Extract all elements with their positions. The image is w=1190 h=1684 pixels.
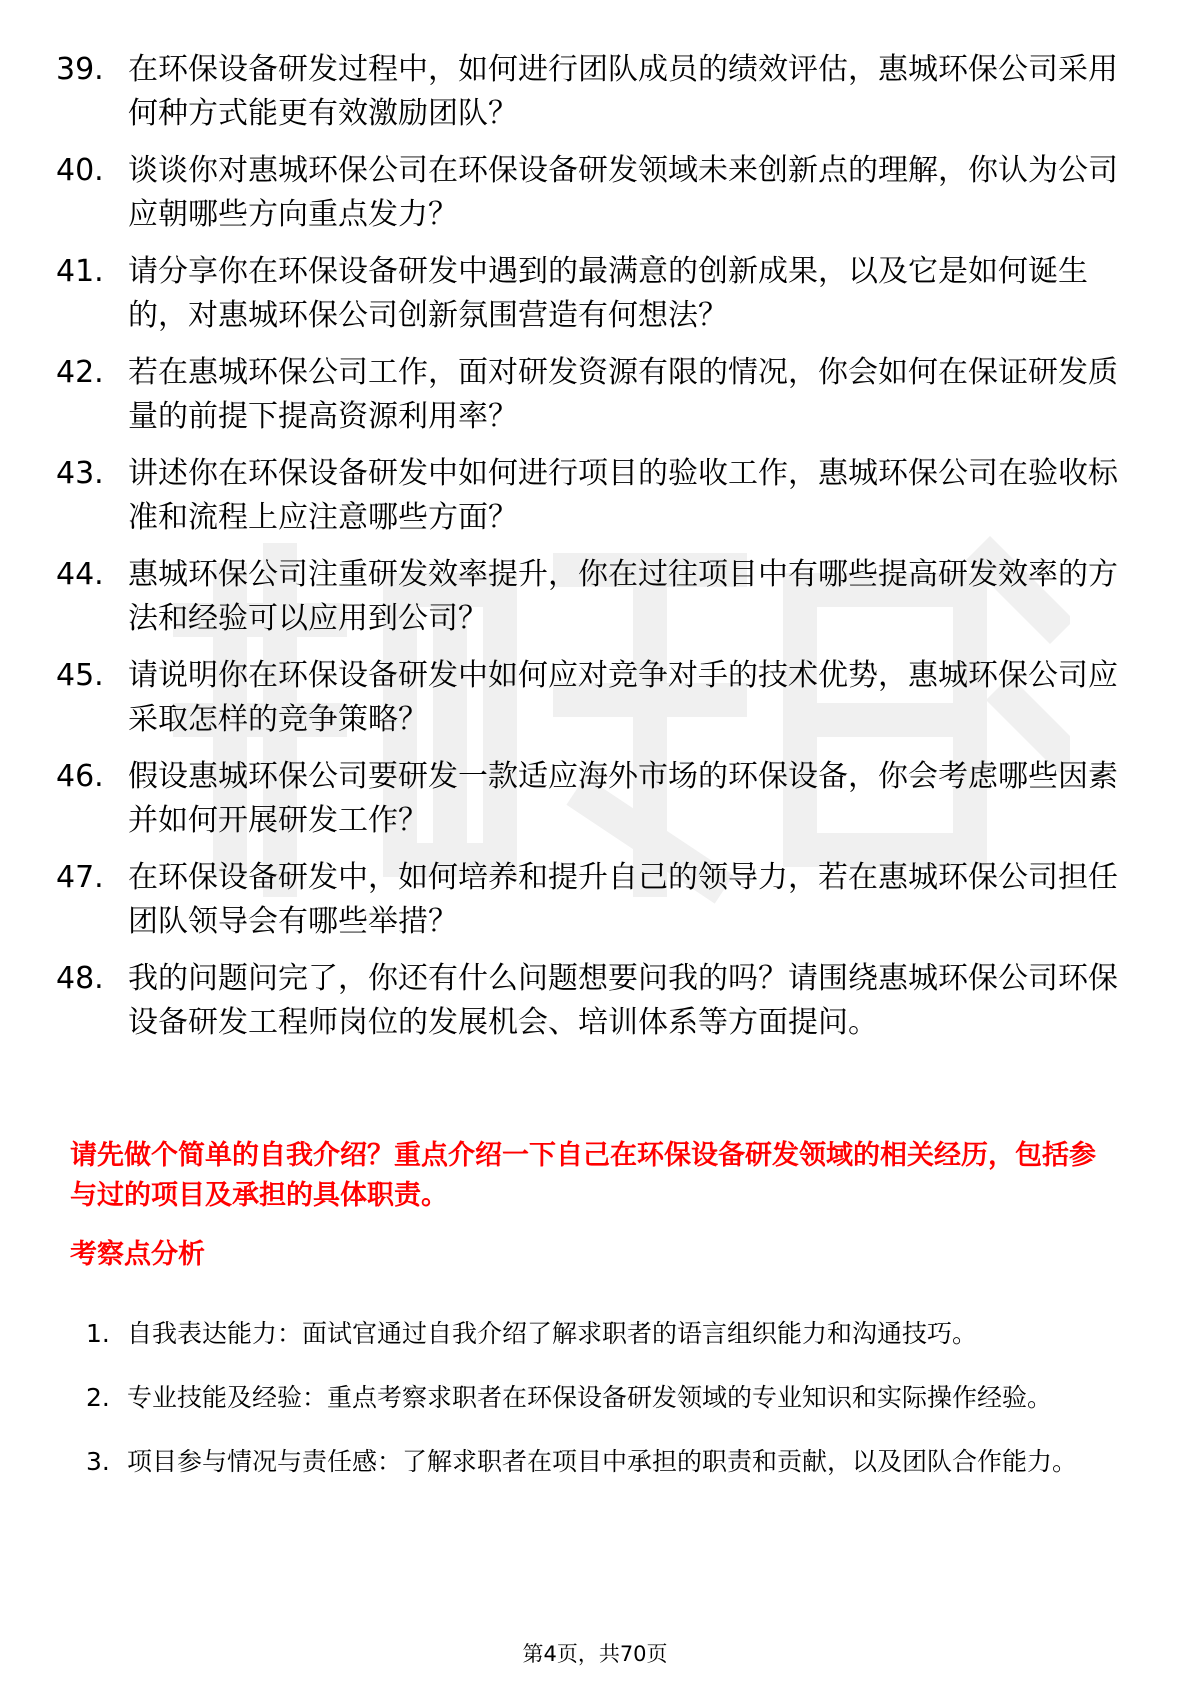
question-item — [56, 654, 1126, 742]
question-item — [56, 452, 1126, 540]
analysis-item — [86, 1433, 1126, 1491]
analysis-list — [86, 1305, 1126, 1497]
question-text: 假设惠城环保公司要研发一款适应海外市场的环保设备，你会考虑哪些因素并如何开展研发工作？ — [128, 759, 1118, 838]
analysis-number: 2. — [86, 1383, 110, 1412]
analysis-text: 自我表达能力：面试官通过自我介绍了解求职者的语言组织能力和沟通技巧。 — [127, 1319, 978, 1348]
question-text: 谈谈你对惠城环保公司在环保设备研发领域未来创新点的理解，你认为公司应朝哪些方向重点发力？ — [128, 153, 1118, 232]
question-number: 46. — [56, 759, 104, 794]
question-text: 请说明你在环保设备研发中如何应对竞争对手的技术优势，惠城环保公司应采取怎样的竞争策略？ — [128, 658, 1118, 737]
question-item — [56, 250, 1126, 338]
question-item — [56, 755, 1126, 843]
question-item — [56, 149, 1126, 237]
question-list — [56, 48, 1126, 1058]
question-number: 48. — [56, 961, 104, 996]
analysis-item — [86, 1369, 1126, 1427]
question-number: 41. — [56, 254, 104, 289]
question-text: 在环保设备研发中，如何培养和提升自己的领导力，若在惠城环保公司担任团队领导会有哪些举措？ — [128, 860, 1118, 939]
analysis-number: 3. — [86, 1447, 110, 1476]
analysis-text: 专业技能及经验：重点考察求职者在环保设备研发领域的专业知识和实际操作经验。 — [127, 1383, 1053, 1412]
question-item — [56, 48, 1126, 136]
question-item — [56, 856, 1126, 944]
question-number: 43. — [56, 456, 104, 491]
question-number: 42. — [56, 355, 104, 390]
analysis-text: 项目参与情况与责任感：了解求职者在项目中承担的职责和贡献，以及团队合作能力。 — [127, 1447, 1078, 1476]
analysis-number: 1. — [86, 1319, 110, 1348]
question-text: 讲述你在环保设备研发中如何进行项目的验收工作，惠城环保公司在验收标准和流程上应注意哪些方面？ — [128, 456, 1118, 535]
question-item — [56, 351, 1126, 439]
question-text: 请分享你在环保设备研发中遇到的最满意的创新成果，以及它是如何诞生的，对惠城环保公司创新氛围营造有何想法？ — [128, 254, 1088, 333]
question-text: 我的问题问完了，你还有什么问题想要问我的吗？请围绕惠城环保公司环保设备研发工程师岗位的发展机会、培训体系等方面提问。 — [128, 961, 1118, 1040]
question-number: 44. — [56, 557, 104, 592]
question-number: 39. — [56, 52, 104, 87]
question-number: 47. — [56, 860, 104, 895]
question-item — [56, 957, 1126, 1045]
section-title: 考察点分析 — [70, 1239, 205, 1270]
highlighted-question: 请先做个简单的自我介绍？重点介绍一下自己在环保设备研发领域的相关经历，包括参与过的项目及承担的具体职责。 — [70, 1140, 1096, 1211]
question-number: 45. — [56, 658, 104, 693]
question-text: 惠城环保公司注重研发效率提升，你在过往项目中有哪些提高研发效率的方法和经验可以应用到公司？ — [128, 557, 1118, 636]
question-item — [56, 553, 1126, 641]
analysis-item — [86, 1305, 1126, 1363]
question-text: 若在惠城环保公司工作，面对研发资源有限的情况，你会如何在保证研发质量的前提下提高资源利用率？ — [128, 355, 1118, 434]
page-footer: 第4页，共70页 — [522, 1642, 668, 1666]
question-text: 在环保设备研发过程中，如何进行团队成员的绩效评估，惠城环保公司采用何种方式能更有效激励团队？ — [128, 52, 1118, 131]
question-number: 40. — [56, 153, 104, 188]
